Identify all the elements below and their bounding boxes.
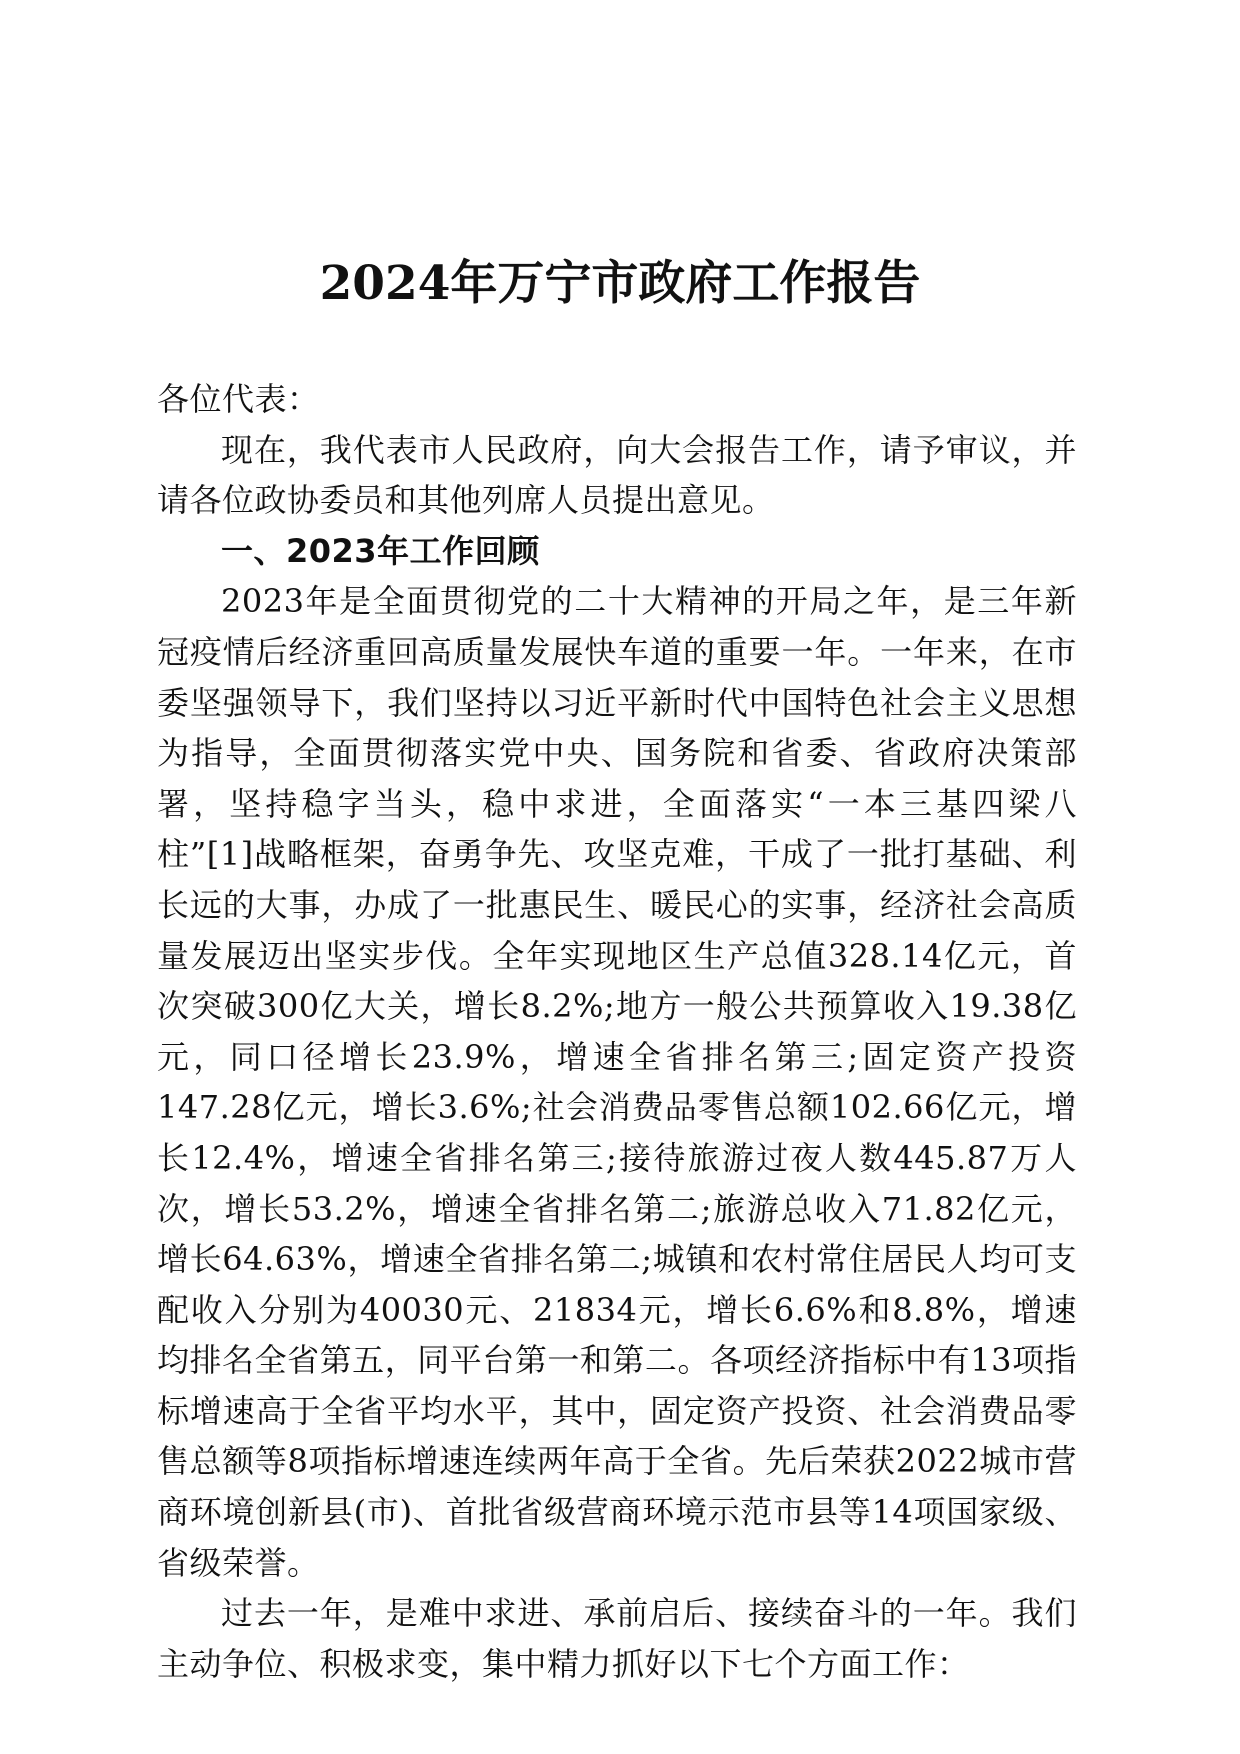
document-title: 2024年万宁市政府工作报告	[319, 256, 921, 311]
salutation: 各位代表：	[157, 380, 320, 418]
document-body	[157, 374, 1077, 1689]
review-paragraph: 2023年是全面贯彻党的二十大精神的开局之年，是三年新冠疫情后经济重回高质量发展快车道的重要一年。一年来，在市委坚强领导下，我们坚持以习近平新时代中国特色社会主义思想为指导，全面贯彻落实党中央、国务院和省委、省政府决策部署，坚持稳字当头，稳中求进，全面落实“一本三基四梁八柱”[1]战略框架，奋勇争先、攻坚克难，干成了一批打基础、利长远的大事，办成了一批惠民生、暖民心的实事，经济社会高质量发展迈出坚实步伐。全年实现地区生产总值328.14亿元，首次突破300亿大关，增长8.2%;地方一般公共预算收入19.38亿元，同口径增长23.9%，增速全省排名第三;固定资产投资147.28亿元，增长3.6%;社会消费品零售总额102.66亿元，增长12.4%，增速全省排名第三;接待旅游过夜人数445.87万人次，增长53.2%，增速全省排名第二;旅游总收入71.82亿元，增长64.63%，增速全省排名第二;城镇和农村常住居民人均可支配收入分别为40030元、21834元，增长6.6%和8.8%，增速均排名全省第五，同平台第一和第二。各项经济指标中有13项指标增速高于全省平均水平，其中，固定资产投资、社会消费品零售总额等8项指标增速连续两年高于全省。先后荣获2022城市营商环境创新县(市)、首批省级营商环境示范市县等14项国家级、省级荣誉。	[157, 582, 1077, 1582]
summary-paragraph: 过去一年，是难中求进、承前启后、接续奋斗的一年。我们主动争位、积极求变，集中精力抓好以下七个方面工作：	[157, 1594, 1077, 1683]
section-heading: 一、2023年工作回顾	[221, 531, 540, 570]
intro-paragraph: 现在，我代表市人民政府，向大会报告工作，请予审议，并请各位政协委员和其他列席人员提出意见。	[157, 430, 1077, 520]
